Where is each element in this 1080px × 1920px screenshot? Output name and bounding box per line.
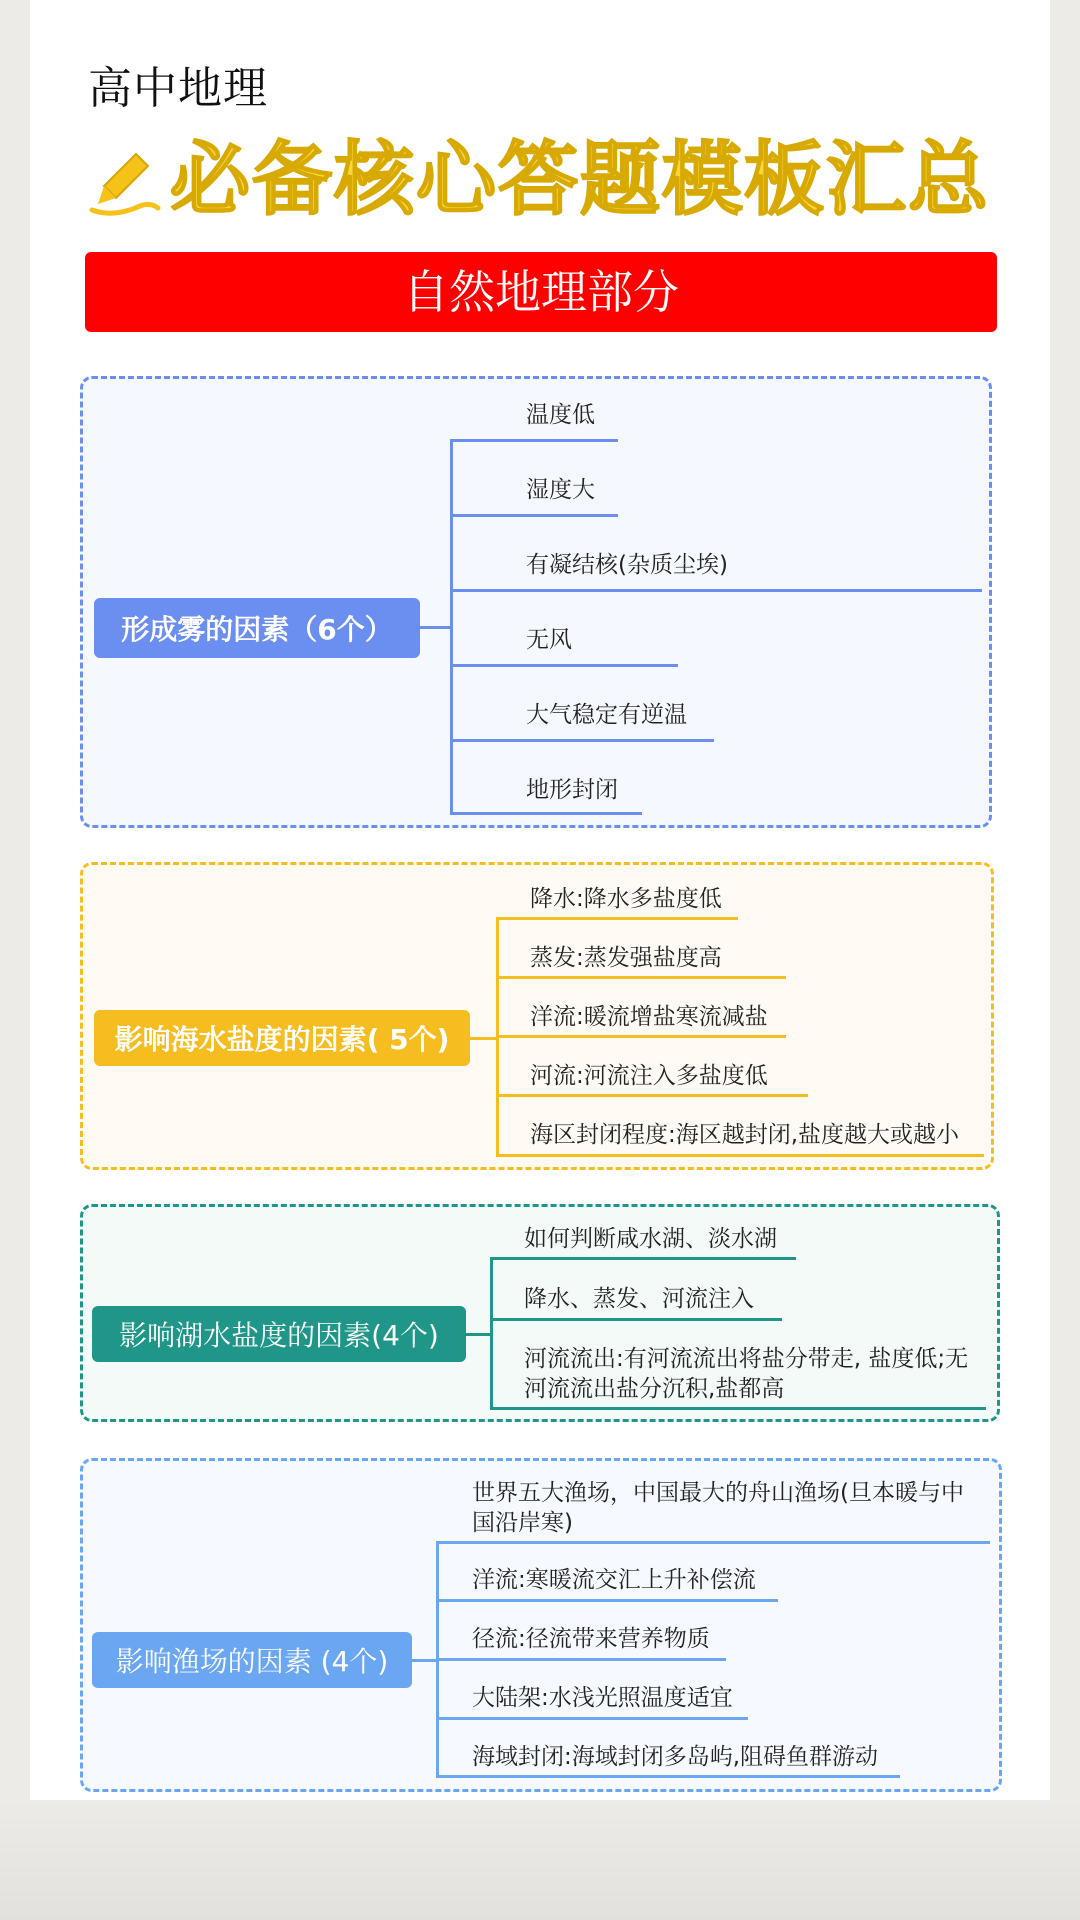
fog-item: 温度低 [526, 402, 595, 428]
connector [496, 1154, 984, 1157]
connector [470, 1037, 498, 1040]
connector [496, 1035, 786, 1038]
connector [466, 1333, 492, 1336]
lake-salinity-item: 如何判断咸水湖、淡水湖 [524, 1226, 777, 1252]
fog-item: 有凝结核(杂质尘埃) [526, 552, 728, 578]
sea-salinity-title: 影响海水盐度的因素( 5个) [94, 1010, 470, 1066]
pencil-icon [84, 138, 164, 218]
connector [420, 626, 452, 629]
section-banner: 自然地理部分 [85, 252, 997, 332]
fog-item: 湿度大 [526, 477, 595, 503]
connector [436, 1599, 778, 1602]
connector [450, 439, 618, 442]
connector [412, 1659, 438, 1662]
sea-salinity-item: 海区封闭程度:海区越封闭,盐度越大或越小 [530, 1122, 960, 1148]
fog-item: 地形封闭 [526, 777, 618, 803]
fishery-item: 大陆架:水浅光照温度适宜 [472, 1685, 733, 1711]
sea-salinity-item: 降水:降水多盐度低 [530, 886, 722, 912]
title-row [84, 130, 1004, 230]
sea-salinity-item: 洋流:暖流增盐寒流减盐 [530, 1004, 768, 1030]
connector [450, 514, 618, 517]
background-strip [0, 1800, 1080, 1920]
connector [450, 664, 678, 667]
connector [436, 1541, 990, 1544]
connector [490, 1407, 986, 1410]
sea-salinity-item: 河流:河流注入多盐度低 [530, 1063, 768, 1089]
fishery-item: 洋流:寒暖流交汇上升补偿流 [472, 1567, 756, 1593]
connector [436, 1775, 900, 1778]
connector [450, 739, 714, 742]
fishery-title: 影响渔场的因素 (4个) [92, 1632, 412, 1688]
connector [490, 1257, 796, 1260]
connector [450, 440, 453, 812]
connector [490, 1258, 493, 1408]
lake-salinity-item: 河流流出:有河流流出将盐分带走, 盐度低;无河流流出盐分沉积,盐都高 [524, 1346, 969, 1402]
sea-salinity-item: 蒸发:蒸发强盐度高 [530, 945, 722, 971]
subject-label: 高中地理 [88, 63, 268, 114]
connector [450, 812, 642, 815]
connector [496, 976, 786, 979]
connector [436, 1717, 748, 1720]
fishery-item: 径流:径流带来营养物质 [472, 1626, 710, 1652]
lake-salinity-title: 影响湖水盐度的因素(4个) [92, 1306, 466, 1362]
lake-salinity-item: 降水、蒸发、河流注入 [524, 1286, 754, 1312]
fishery-item: 海域封闭:海域封闭多岛屿,阻碍鱼群游动 [472, 1744, 879, 1770]
connector [450, 589, 982, 592]
fog-item: 大气稳定有逆温 [526, 702, 687, 728]
fishery-item: 世界五大渔场，中国最大的舟山渔场(旦本暖与中国沿岸寒) [472, 1480, 964, 1536]
connector [436, 1658, 726, 1661]
connector [496, 1094, 808, 1097]
main-title: 必备核心答题模板汇总 [170, 133, 990, 226]
connector [490, 1318, 782, 1321]
fog-item: 无风 [526, 627, 572, 653]
fog-factors-title: 形成雾的因素（6个） [94, 598, 420, 658]
connector [496, 917, 738, 920]
